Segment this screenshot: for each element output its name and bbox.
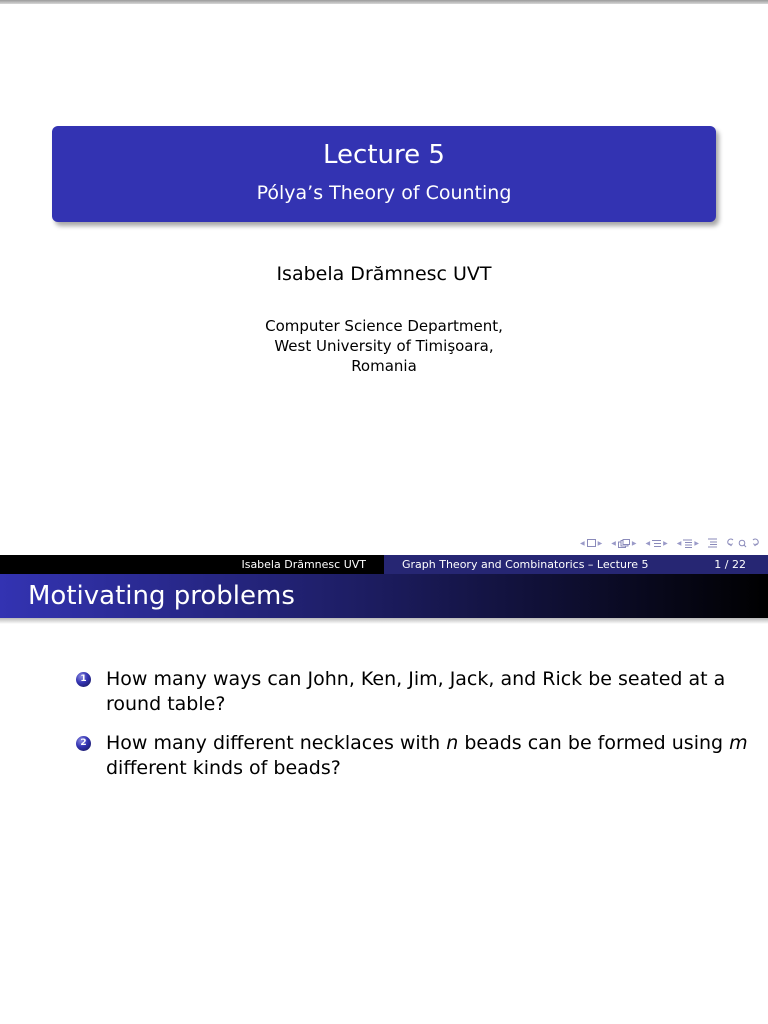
section-nav-icon[interactable]: ◀ ▶ xyxy=(676,539,699,547)
footline-title: Graph Theory and Combinatorics – Lecture 5 xyxy=(402,558,649,571)
search-back-forward-icon[interactable] xyxy=(726,538,760,548)
lecture-subtitle: Pólya’s Theory of Counting xyxy=(256,182,512,204)
institute xyxy=(0,316,768,376)
item-text xyxy=(106,731,748,781)
item-line: different kinds of beads? xyxy=(106,757,341,779)
institute-line: Computer Science Department, xyxy=(265,317,503,335)
footline-author: Isabela Drămnesc UVT xyxy=(241,558,366,571)
item-line xyxy=(106,731,748,756)
item-text xyxy=(106,667,726,717)
page-number: 1 / 22 xyxy=(714,558,746,571)
frame-title: Motivating problems xyxy=(28,581,295,611)
institute-line: West University of Timişoara, xyxy=(274,337,494,355)
document-nav-icon[interactable] xyxy=(708,538,717,548)
footline-author-box xyxy=(0,555,384,574)
item-text-segment: How many different necklaces with xyxy=(106,732,447,754)
variable-m: m xyxy=(729,732,748,754)
subsection-nav-icon[interactable]: ◀ ▶ xyxy=(645,539,668,547)
frame-nav-icon[interactable]: ◀ ▶ xyxy=(611,539,637,547)
navigation-symbols xyxy=(580,536,760,550)
author-name: Isabela Drămnesc UVT xyxy=(276,263,492,285)
item-text-segment: beads can be formed using xyxy=(458,732,730,754)
variable-n: n xyxy=(446,732,459,754)
slide-nav-icon[interactable]: ◀ ▶ xyxy=(580,539,603,547)
footline xyxy=(0,555,768,574)
institute-line: Romania xyxy=(351,357,417,375)
item-line: How many ways can John, Ken, Jim, Jack, and Rick be seated at a xyxy=(106,668,726,690)
item-line: round table? xyxy=(106,693,226,715)
title-box xyxy=(52,126,716,222)
lecture-title: Lecture 5 xyxy=(323,140,445,170)
frame-title-bar xyxy=(0,574,768,618)
item-number-ball: 2 xyxy=(76,736,91,751)
item-number-ball: 1 xyxy=(76,672,91,687)
top-rule xyxy=(0,0,768,4)
footline-page-box xyxy=(674,555,768,574)
footline-title-box xyxy=(384,555,674,574)
frame-title-shadow xyxy=(0,618,768,624)
